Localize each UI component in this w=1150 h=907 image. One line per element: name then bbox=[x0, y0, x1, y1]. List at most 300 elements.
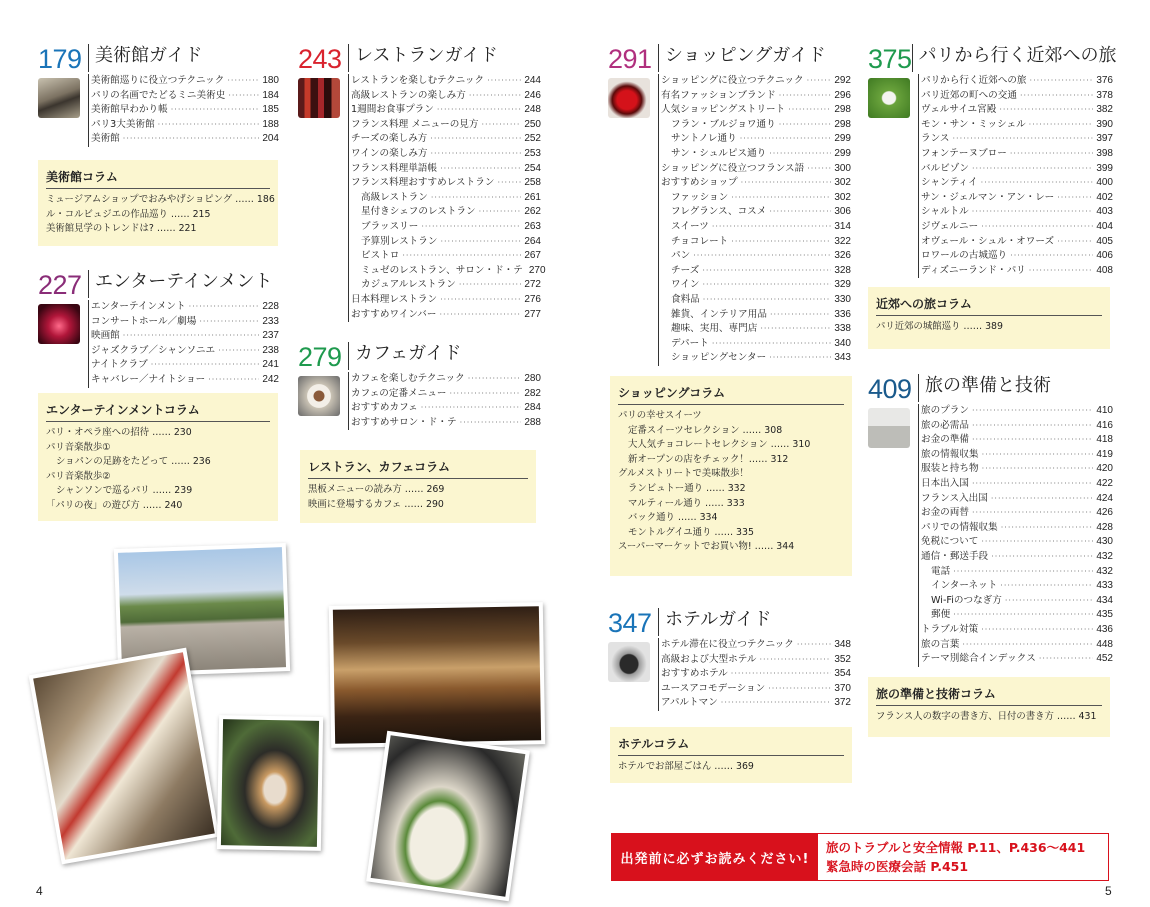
toc-entry-page: 246 bbox=[524, 89, 541, 101]
toc-entry-label: パン bbox=[671, 250, 691, 262]
toc-entry[interactable] bbox=[349, 132, 541, 147]
toc-entry-page: 329 bbox=[834, 279, 851, 291]
toc-entry-label: ブラッスリー bbox=[361, 220, 419, 232]
toc-entry[interactable] bbox=[659, 653, 851, 668]
leader-dots bbox=[1000, 579, 1093, 594]
toc-list bbox=[88, 74, 279, 147]
toc-entry-label: パリ近郊の町への交通 bbox=[921, 89, 1017, 101]
toc-entry[interactable] bbox=[659, 638, 851, 653]
leader-dots bbox=[469, 89, 521, 104]
leader-dots bbox=[703, 278, 832, 293]
toc-entry[interactable] bbox=[659, 118, 851, 133]
chapter-title: ホテルガイド bbox=[658, 608, 772, 636]
toc-entry[interactable] bbox=[919, 492, 1113, 507]
column-title: ショッピングコラム bbox=[618, 384, 844, 405]
column-box-restaurant-cafe bbox=[300, 450, 536, 523]
toc-entry[interactable] bbox=[919, 220, 1113, 235]
chapter-title: エンターテインメント bbox=[88, 270, 272, 298]
toc-entry-page: 300 bbox=[834, 162, 851, 174]
toc-entry-page: 433 bbox=[1096, 580, 1113, 592]
toc-entry-label: ナイトクラブ bbox=[91, 359, 148, 371]
column-item[interactable]: スーパーマーケットでお買い物! …… 344 bbox=[618, 541, 795, 553]
toc-entry[interactable] bbox=[349, 103, 541, 118]
toc-entry[interactable] bbox=[349, 74, 541, 89]
toc-entry-page: 430 bbox=[1096, 536, 1113, 548]
toc-entry[interactable] bbox=[919, 162, 1113, 177]
column-title: 旅の準備と技術コラム bbox=[876, 685, 1102, 706]
leader-dots bbox=[440, 293, 521, 308]
toc-entry-page: 434 bbox=[1096, 594, 1113, 606]
leader-dots bbox=[460, 416, 522, 431]
toc-entry[interactable] bbox=[349, 293, 541, 308]
toc-entry-label: 星付きシェフのレストラン bbox=[361, 206, 476, 218]
leader-dots bbox=[981, 176, 1094, 191]
toc-entry[interactable] bbox=[89, 358, 279, 373]
toc-entry[interactable] bbox=[659, 337, 851, 352]
toc-entry-page: 254 bbox=[524, 162, 541, 174]
chapter-title: ショッピングガイド bbox=[658, 44, 826, 72]
leader-dots bbox=[712, 337, 832, 352]
toc-entry[interactable] bbox=[349, 89, 541, 104]
toc-entry-label: ロワールの古城巡り bbox=[921, 250, 1008, 262]
toc-entry[interactable] bbox=[89, 329, 279, 344]
toc-entry-label: シャルトル bbox=[921, 206, 969, 218]
toc-entry[interactable] bbox=[659, 74, 851, 89]
toc-entry-page: 267 bbox=[524, 250, 541, 262]
leader-dots bbox=[721, 696, 832, 711]
toc-entry[interactable] bbox=[349, 220, 541, 235]
toc-entry[interactable] bbox=[349, 372, 541, 387]
toc-entry-label: ビストロ bbox=[361, 250, 400, 262]
toc-entry-page: 185 bbox=[262, 104, 279, 116]
leader-dots bbox=[199, 315, 259, 330]
toc-entry[interactable] bbox=[919, 404, 1113, 419]
toc-entry[interactable] bbox=[919, 594, 1113, 609]
column-item[interactable]: ショパンの足跡をたどって …… 236 bbox=[56, 456, 211, 468]
column-item[interactable]: パリ音楽散歩① bbox=[46, 441, 111, 453]
leader-dots bbox=[972, 162, 1093, 177]
column-item[interactable]: 美術館見学のトレンドは? …… 221 bbox=[46, 223, 197, 235]
chapter-number: 375 bbox=[868, 44, 912, 74]
toc-entry-label: テーマ別総合インデックス bbox=[921, 653, 1036, 665]
column-title: レストラン、カフェコラム bbox=[308, 458, 528, 479]
toc-entry[interactable] bbox=[349, 176, 541, 191]
toc-entry-label: Wi-Fiのつなぎ方 bbox=[931, 594, 1002, 606]
toc-entry-page: 264 bbox=[524, 235, 541, 247]
toc-entry-label: 旅のプラン bbox=[921, 405, 969, 416]
toc-entry[interactable] bbox=[919, 652, 1113, 667]
toc-entry[interactable] bbox=[659, 308, 851, 323]
food-photo bbox=[366, 731, 530, 902]
toc-entry[interactable] bbox=[659, 132, 851, 147]
chapter-number: 347 bbox=[608, 608, 652, 638]
toc-entry-page: 228 bbox=[262, 301, 279, 312]
toc-entry-label: 高級レストランの楽しみ方 bbox=[351, 89, 466, 101]
column-item[interactable]: グルメストリートで美味散歩！ bbox=[618, 468, 749, 480]
toc-entry[interactable] bbox=[659, 205, 851, 220]
column-item[interactable]: 新オープンの店をチェック！…… 312 bbox=[628, 453, 789, 465]
column-box-entertainment bbox=[38, 393, 278, 521]
toc-entry[interactable] bbox=[659, 147, 851, 162]
toc-entry-label: 1週間お食事プラン bbox=[351, 104, 434, 116]
toc-entry[interactable] bbox=[659, 162, 851, 177]
leader-dots bbox=[972, 477, 1093, 492]
wine-photo bbox=[298, 78, 340, 118]
toc-entry-page: 397 bbox=[1096, 133, 1113, 145]
chapter-hotel bbox=[608, 604, 851, 709]
leader-dots bbox=[430, 132, 521, 147]
toc-entry[interactable] bbox=[349, 118, 541, 133]
perfume-shop-photo bbox=[329, 602, 545, 748]
toc-entry-page: 418 bbox=[1096, 434, 1113, 446]
leader-dots bbox=[759, 653, 831, 668]
toc-entry[interactable] bbox=[919, 74, 1113, 89]
toc-entry[interactable] bbox=[919, 579, 1113, 594]
toc-entry[interactable] bbox=[349, 235, 541, 250]
leader-dots bbox=[731, 191, 831, 206]
leader-dots bbox=[991, 550, 1093, 565]
toc-entry-label: 日本出入国 bbox=[921, 477, 969, 489]
column-item[interactable]: フランス人の数字の書き方、日付の書き方 …… 431 bbox=[876, 711, 1097, 722]
chapter-title: パリから行く近郊への旅 bbox=[912, 44, 1117, 72]
notice-details bbox=[818, 834, 1093, 880]
notice-label: 出発前に必ずお読みください! bbox=[612, 834, 818, 880]
toc-entry-label: おすすめワインバー bbox=[351, 308, 437, 320]
toc-entry-label: フランス料理おすすめレストラン bbox=[351, 177, 495, 189]
toc-entry[interactable] bbox=[919, 176, 1113, 191]
column-box-suburbs bbox=[868, 287, 1110, 349]
toc-entry-page: 296 bbox=[834, 89, 851, 101]
toc-entry-label: ホテル滞在に役立つテクニック bbox=[661, 639, 794, 650]
leader-dots bbox=[123, 329, 260, 344]
leader-dots bbox=[1057, 235, 1093, 250]
toc-entry-label: コンサートホール／劇場 bbox=[91, 315, 197, 327]
toc-entry[interactable] bbox=[349, 147, 541, 162]
toc-entry[interactable] bbox=[349, 264, 546, 279]
toc-entry-label: おすすめホテル bbox=[661, 668, 728, 680]
toc-entry[interactable] bbox=[659, 293, 851, 308]
toc-entry[interactable] bbox=[349, 249, 541, 264]
toc-entry-label: パリ3大美術館 bbox=[91, 118, 155, 130]
toc-entry-page: 330 bbox=[834, 293, 851, 305]
column-item[interactable]: バック通り …… 334 bbox=[628, 512, 718, 524]
cat-photo bbox=[217, 715, 323, 851]
toc-entry-page: 378 bbox=[1096, 89, 1113, 101]
toc-entry[interactable] bbox=[659, 89, 851, 104]
toc-entry-page: 352 bbox=[834, 653, 851, 665]
leader-dots bbox=[430, 147, 521, 162]
toc-entry-label: ヴェルサイユ宮殿 bbox=[921, 104, 997, 116]
toc-entry[interactable] bbox=[659, 278, 851, 293]
toc-entry[interactable] bbox=[349, 162, 541, 177]
toc-entry-page: 302 bbox=[834, 191, 851, 203]
toc-entry-label: おすすめサロン・ド・テ bbox=[351, 416, 457, 428]
toc-entry-page: 448 bbox=[1096, 638, 1113, 650]
chapter-entertainment bbox=[38, 266, 279, 385]
leader-dots bbox=[999, 103, 1093, 118]
leader-dots bbox=[731, 667, 832, 682]
toc-entry-label: オヴェール・シュル・オワーズ bbox=[921, 235, 1055, 247]
chapter-number: 279 bbox=[298, 342, 342, 372]
toc-entry[interactable] bbox=[919, 118, 1113, 133]
toc-entry[interactable] bbox=[919, 264, 1113, 279]
toc-entry[interactable] bbox=[919, 419, 1113, 434]
toc-entry-label: 食料品 bbox=[671, 293, 700, 305]
toc-entry[interactable] bbox=[919, 535, 1113, 550]
toc-list bbox=[88, 300, 279, 388]
toc-entry-label: 美術館早わかり帳 bbox=[91, 104, 168, 116]
toc-entry[interactable] bbox=[919, 477, 1113, 492]
toc-entry[interactable] bbox=[89, 373, 279, 388]
column-item[interactable]: 映画に登場するカフェ …… 290 bbox=[308, 498, 444, 510]
toc-entry-label: ショッピングに役立つテクニック bbox=[661, 75, 804, 86]
toc-entry-page: 399 bbox=[1096, 162, 1113, 174]
toc-list bbox=[918, 404, 1113, 667]
column-item[interactable]: 「パリの夜」の遊び方 …… 240 bbox=[46, 499, 183, 511]
leader-dots bbox=[972, 433, 1093, 448]
toc-entry-page: 252 bbox=[524, 133, 541, 145]
toc-entry[interactable] bbox=[919, 448, 1113, 463]
toc-entry[interactable] bbox=[919, 462, 1113, 477]
column-item[interactable]: パリ・オペラ座への招待 …… 230 bbox=[46, 427, 192, 438]
toc-entry[interactable] bbox=[659, 176, 851, 191]
toc-entry[interactable] bbox=[659, 322, 851, 337]
toc-entry[interactable] bbox=[89, 132, 279, 147]
toc-entry-label: おすすめカフェ bbox=[351, 402, 418, 414]
toc-entry-label: サン・ジェルマン・アン・レー bbox=[921, 191, 1055, 203]
toc-list bbox=[918, 74, 1113, 278]
toc-entry-label: ワイン bbox=[671, 279, 700, 291]
leader-dots bbox=[1057, 191, 1093, 206]
column-item[interactable]: ランビュトー通り …… 332 bbox=[628, 482, 746, 494]
leader-dots bbox=[449, 387, 521, 402]
chapter-suburbs bbox=[868, 40, 1117, 276]
toc-entry-page: 432 bbox=[1096, 565, 1113, 577]
toc-entry-page: 277 bbox=[524, 308, 541, 320]
toc-entry[interactable] bbox=[659, 103, 851, 118]
toc-entry[interactable] bbox=[919, 132, 1113, 147]
toc-entry[interactable] bbox=[659, 191, 851, 206]
toc-entry[interactable] bbox=[919, 506, 1113, 521]
toc-entry[interactable] bbox=[349, 416, 541, 431]
must-read-notice bbox=[611, 833, 1109, 881]
toc-list bbox=[658, 74, 851, 366]
toc-entry-label: 通信・郵送手段 bbox=[921, 550, 989, 562]
column-item[interactable]: シャンソンで巡るパリ …… 239 bbox=[56, 485, 193, 497]
toc-entry-page: 314 bbox=[834, 220, 851, 232]
toc-entry-label: 電話 bbox=[931, 565, 951, 577]
chapter-title: カフェガイド bbox=[348, 342, 462, 370]
toc-entry-page: 340 bbox=[834, 337, 851, 349]
toc-entry-page: 348 bbox=[834, 639, 851, 650]
toc-entry[interactable] bbox=[349, 387, 541, 402]
toc-entry[interactable] bbox=[89, 315, 279, 330]
column-item[interactable]: 定番スイーツセレクション …… 308 bbox=[628, 424, 783, 436]
toc-entry[interactable] bbox=[919, 623, 1113, 638]
column-item[interactable]: ミュージアムショップでおみやげショピング …… 186 bbox=[46, 194, 275, 205]
leader-dots bbox=[769, 205, 831, 220]
toc-entry-label: 美術館巡りに役立つテクニック bbox=[91, 75, 225, 86]
column-item[interactable]: パリ近郊の城館巡り …… 389 bbox=[876, 321, 1003, 332]
leader-dots bbox=[1029, 118, 1094, 133]
leader-dots bbox=[981, 623, 1093, 638]
toc-entry[interactable] bbox=[349, 205, 541, 220]
sheep-photo bbox=[868, 78, 910, 118]
toc-entry[interactable] bbox=[659, 235, 851, 250]
toc-entry-page: 242 bbox=[262, 373, 279, 385]
toc-entry-page: 258 bbox=[524, 177, 541, 189]
toc-entry-label: フランス入出国 bbox=[921, 492, 988, 504]
leader-dots bbox=[421, 220, 521, 235]
toc-entry-label: 郵便 bbox=[931, 609, 951, 621]
leader-dots bbox=[123, 132, 260, 147]
leader-dots bbox=[1010, 249, 1093, 264]
toc-entry[interactable] bbox=[89, 344, 279, 359]
toc-entry[interactable] bbox=[349, 401, 541, 416]
toc-entry-label: 有名ファッションブランド bbox=[661, 89, 776, 101]
toc-entry-page: 204 bbox=[262, 133, 279, 145]
toc-entry-page: 288 bbox=[524, 416, 541, 428]
toc-entry-label: デパート bbox=[671, 337, 709, 349]
leader-dots bbox=[171, 103, 260, 118]
toc-entry[interactable] bbox=[89, 89, 279, 104]
leader-dots bbox=[769, 351, 831, 366]
leader-dots bbox=[693, 249, 831, 264]
toc-entry[interactable] bbox=[659, 264, 851, 279]
chapter-number: 291 bbox=[608, 44, 652, 74]
toc-entry[interactable] bbox=[919, 147, 1113, 162]
toc-entry-label: ミュゼのレストラン、サロン・ド・テ bbox=[361, 264, 523, 276]
toc-entry[interactable] bbox=[919, 89, 1113, 104]
hotel-sign-photo bbox=[608, 642, 650, 682]
toc-entry-label: ランス bbox=[921, 133, 950, 145]
toc-entry-label: インターネット bbox=[931, 580, 998, 592]
toc-entry-page: 336 bbox=[834, 308, 851, 320]
column-item[interactable]: モントルグイユ通り …… 335 bbox=[628, 526, 754, 538]
toc-entry[interactable] bbox=[919, 205, 1113, 220]
leader-dots bbox=[972, 404, 1093, 419]
toc-entry[interactable] bbox=[919, 550, 1113, 565]
leader-dots bbox=[208, 373, 259, 388]
toc-entry-label: 旅の情報収集 bbox=[921, 448, 979, 460]
toc-entry-label: ジャズクラブ／シャンソニエ bbox=[91, 344, 216, 356]
toc-entry-page: 180 bbox=[262, 75, 279, 86]
leader-dots bbox=[953, 132, 1094, 147]
toc-entry[interactable] bbox=[919, 103, 1113, 118]
toc-entry-label: エンターテインメント bbox=[91, 301, 186, 312]
toc-entry-label: ジヴェルニー bbox=[921, 220, 979, 232]
toc-entry-page: 370 bbox=[834, 682, 851, 694]
toc-entry-page: 263 bbox=[524, 220, 541, 232]
toc-entry[interactable] bbox=[919, 433, 1113, 448]
toc-entry-label: 旅の言葉 bbox=[921, 638, 960, 650]
toc-entry-page: 306 bbox=[834, 206, 851, 218]
column-item[interactable]: 大人気チョコレートセレクション …… 310 bbox=[628, 439, 811, 451]
toc-entry[interactable] bbox=[919, 249, 1113, 264]
leader-dots bbox=[1030, 74, 1094, 89]
toc-entry[interactable] bbox=[89, 103, 279, 118]
toc-entry-label: パリでの情報収集 bbox=[921, 521, 998, 533]
leader-dots bbox=[1005, 594, 1093, 609]
column-title: ホテルコラム bbox=[618, 735, 844, 756]
toc-entry[interactable] bbox=[349, 278, 541, 293]
toc-entry[interactable] bbox=[919, 191, 1113, 206]
chapter-museum bbox=[38, 40, 279, 145]
toc-entry[interactable] bbox=[659, 696, 851, 711]
toc-entry-label: ファッション bbox=[671, 191, 729, 203]
leader-dots bbox=[741, 176, 832, 191]
column-box-museum bbox=[38, 160, 278, 246]
leader-dots bbox=[1029, 264, 1094, 279]
leader-dots bbox=[731, 235, 831, 250]
toc-entry-page: 435 bbox=[1096, 609, 1113, 621]
toc-entry-page: 422 bbox=[1096, 477, 1113, 489]
toc-list bbox=[658, 638, 851, 711]
leader-dots bbox=[158, 118, 260, 133]
column-item[interactable]: ル・コルビュジエの作品巡り …… 215 bbox=[46, 208, 211, 220]
toc-entry[interactable] bbox=[89, 74, 279, 89]
column-item[interactable]: 黒板メニューの読み方 …… 269 bbox=[308, 484, 445, 495]
toc-entry-page: 354 bbox=[834, 668, 851, 680]
toc-entry-page: 292 bbox=[834, 75, 851, 86]
toc-entry-label: シャンティイ bbox=[921, 177, 978, 189]
toc-entry[interactable] bbox=[659, 667, 851, 682]
leader-dots bbox=[440, 235, 521, 250]
leader-dots bbox=[953, 565, 1093, 580]
toc-entry-page: 404 bbox=[1096, 220, 1113, 232]
column-box-hotel bbox=[610, 727, 852, 783]
column-item[interactable]: パリの幸せスイーツ bbox=[618, 410, 702, 421]
toc-entry-page: 338 bbox=[834, 323, 851, 335]
leader-dots bbox=[481, 118, 521, 133]
toc-entry[interactable] bbox=[349, 308, 541, 323]
column-item[interactable]: ホテルでお部屋ごはん …… 369 bbox=[618, 761, 754, 772]
statue-photo bbox=[38, 78, 80, 118]
toc-entry-label: モン・サン・ミッシェル bbox=[921, 118, 1026, 130]
toc-entry-page: 302 bbox=[834, 177, 851, 189]
toc-entry-page: 188 bbox=[262, 118, 279, 130]
column-title: 美術館コラム bbox=[46, 168, 270, 189]
chapter-shopping bbox=[608, 40, 851, 364]
chapter-number: 409 bbox=[868, 374, 912, 404]
toc-entry[interactable] bbox=[659, 220, 851, 235]
toc-entry[interactable] bbox=[919, 235, 1113, 250]
toc-entry[interactable] bbox=[349, 191, 541, 206]
toc-entry[interactable] bbox=[919, 565, 1113, 580]
toc-entry-page: 406 bbox=[1096, 250, 1113, 262]
toc-list bbox=[348, 74, 546, 322]
toc-entry[interactable] bbox=[659, 682, 851, 697]
column-item[interactable]: パリ音楽散歩② bbox=[46, 470, 111, 482]
toc-entry-label: カフェを楽しむテクニック bbox=[351, 373, 465, 384]
leader-dots bbox=[982, 448, 1094, 463]
toc-entry-label: 旅の必需品 bbox=[921, 419, 969, 431]
toc-entry-label: チョコレート bbox=[671, 235, 729, 247]
leader-dots bbox=[421, 401, 522, 416]
toc-entry[interactable] bbox=[89, 118, 279, 133]
toc-entry[interactable] bbox=[919, 608, 1113, 623]
toc-entry[interactable] bbox=[919, 521, 1113, 536]
toc-entry-page: 405 bbox=[1096, 235, 1113, 247]
toc-entry[interactable] bbox=[89, 300, 279, 315]
toc-entry[interactable] bbox=[659, 249, 851, 264]
toc-entry[interactable] bbox=[659, 351, 851, 366]
toc-entry[interactable] bbox=[919, 638, 1113, 653]
column-item[interactable]: マルティール通り …… 333 bbox=[628, 497, 745, 509]
leader-dots bbox=[1039, 652, 1093, 667]
chapter-restaurant bbox=[298, 40, 546, 320]
toc-entry-page: 244 bbox=[524, 75, 541, 86]
